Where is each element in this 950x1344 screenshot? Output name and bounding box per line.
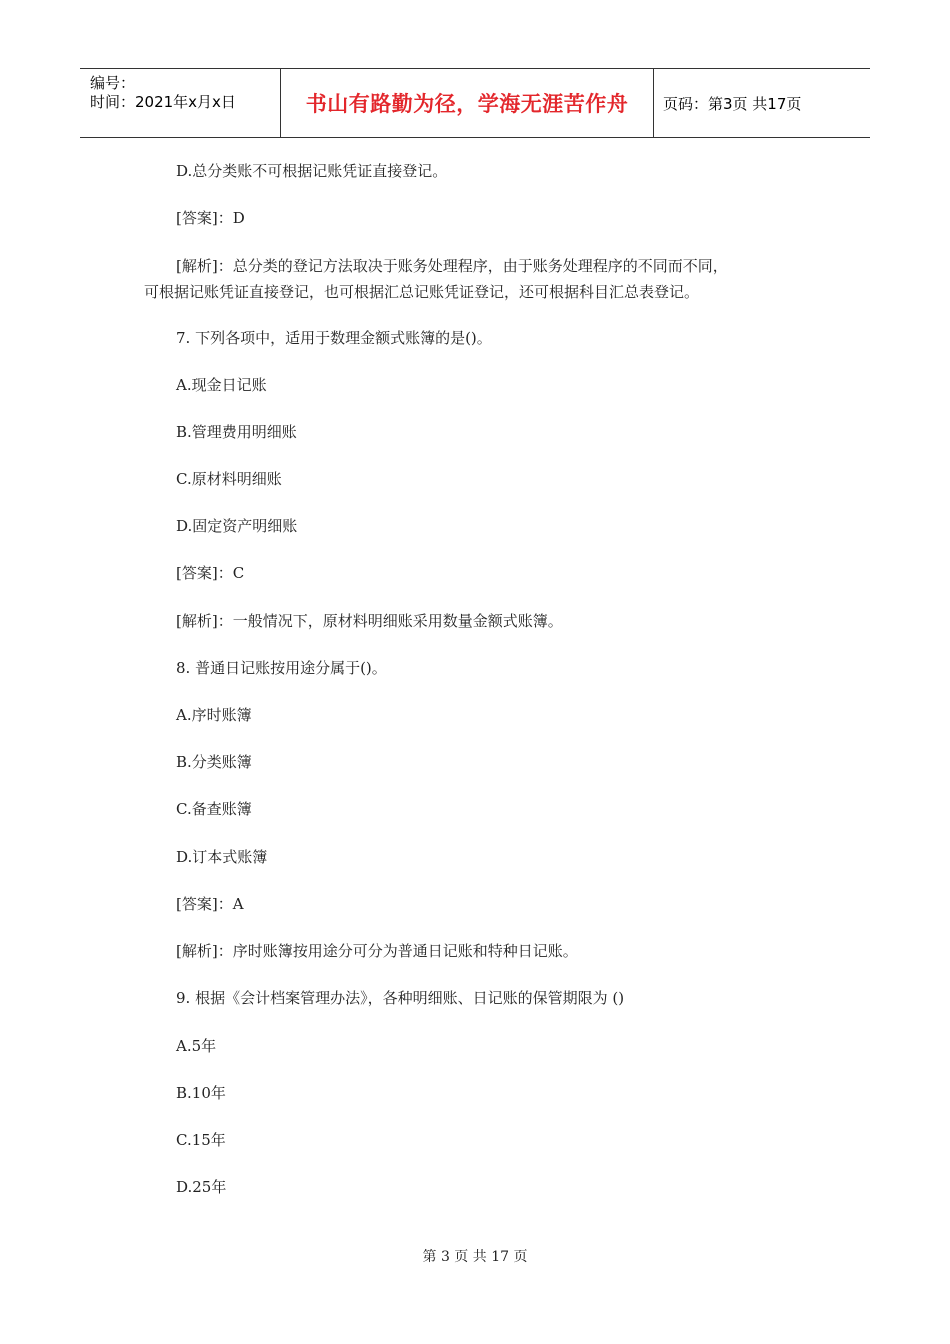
option-c-q7: C.原材料明细账 (176, 470, 282, 488)
option-a-q7: A.现金日记账 (176, 376, 267, 394)
option-b-q9: B.10年 (176, 1084, 226, 1102)
option-d-q6: D.总分类账不可根据记账凭证直接登记。 (176, 162, 448, 180)
option-d-q9: D.25年 (176, 1178, 227, 1196)
page-footer: 第 3 页 共 17 页 (422, 1249, 528, 1265)
time-label: 时间：2021年x月x日 (90, 93, 236, 111)
option-c-q9: C.15年 (176, 1131, 226, 1149)
question-9: 9. 根据《会计档案管理办法》，各种明细账、日记账的保管期限为 () (176, 989, 625, 1007)
answer-q8: [答案]：A (176, 895, 244, 913)
header-meta (80, 69, 280, 137)
option-d-q8: D.订本式账簿 (176, 848, 268, 866)
analysis-q6-line1: [解析]：总分类的登记方法取决于账务处理程序，由于账务处理程序的不同而不同， (176, 257, 728, 275)
number-label: 编号： (90, 74, 136, 92)
option-b-q8: B.分类账簿 (176, 753, 252, 771)
answer-q7: [答案]：C (176, 564, 245, 582)
analysis-q8: [解析]：序时账簿按用途分可分为普通日记账和特种日记账。 (176, 942, 578, 960)
analysis-q6-line2: 可根据记账凭证直接登记，也可根据汇总记账凭证登记，还可根据科目汇总表登记。 (144, 283, 700, 301)
option-d-q7: D.固定资产明细账 (176, 517, 298, 535)
page-header (80, 68, 870, 138)
option-b-q7: B.管理费用明细账 (176, 423, 297, 441)
question-7: 7. 下列各项中，适用于数理金额式账簿的是()。 (176, 329, 492, 347)
option-a-q9: A.5年 (176, 1037, 217, 1055)
answer-q6: [答案]：D (176, 209, 245, 227)
option-a-q8: A.序时账簿 (176, 706, 252, 724)
header-motto: 书山有路勤为径，学海无涯苦作舟 (280, 69, 654, 137)
analysis-q7: [解析]：一般情况下，原材料明细账采用数量金额式账簿。 (176, 612, 563, 630)
option-c-q8: C.备查账簿 (176, 800, 252, 818)
question-8: 8. 普通日记账按用途分属于()。 (176, 659, 387, 677)
header-page-label: 页码：第3页 共17页 (663, 94, 802, 113)
